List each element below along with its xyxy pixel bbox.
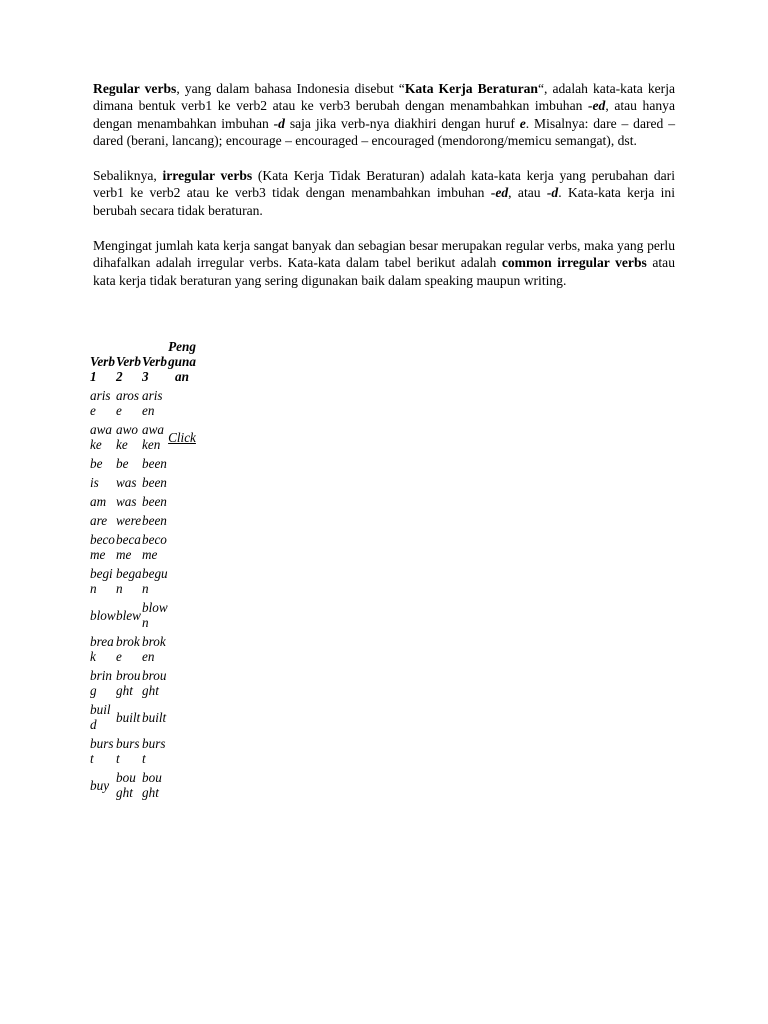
suffix-ed: -ed	[490, 185, 509, 201]
cell-penggunaan	[168, 530, 196, 564]
cell-verb2: began	[116, 566, 142, 596]
cell-verb1: burst	[90, 736, 114, 766]
cell-verb1: build	[90, 702, 111, 732]
cell-penggunaan	[168, 473, 196, 492]
letter-e: e	[519, 115, 526, 131]
cell-verb3: been	[142, 456, 167, 471]
document-page	[93, 80, 675, 307]
cell-verb1: break	[90, 634, 114, 664]
cell-penggunaan	[168, 666, 196, 700]
paragraph-irregular-verbs	[93, 167, 675, 219]
cell-penggunaan	[168, 420, 196, 454]
cell-verb1: arise	[90, 388, 111, 418]
cell-verb3: arisen	[142, 388, 163, 418]
irregular-verbs-table	[90, 339, 196, 802]
cell-verb2: awoke	[116, 422, 138, 452]
cell-verb1: awake	[90, 422, 112, 452]
suffix-d: -d	[546, 185, 559, 201]
cell-verb2: burst	[116, 736, 140, 766]
text-span: . Misalnya: dare – dared – dared (berani, lancang); encourage – encouraged – encouraged (mendorong/memicu semangat), dst.	[93, 115, 675, 148]
cell-penggunaan	[168, 511, 196, 530]
cell-verb1: am	[90, 494, 107, 509]
term-kata-kerja-beraturan: Kata Kerja Beraturan	[404, 81, 538, 96]
cell-verb3: been	[142, 513, 167, 528]
text-span: Sebaliknya,	[93, 168, 163, 184]
cell-verb2: broke	[116, 634, 140, 664]
text-span: , atau hanya dengan menambahkan imbuhan	[93, 98, 675, 131]
table-body	[90, 386, 196, 802]
table-row	[90, 511, 196, 530]
cell-verb1: is	[90, 475, 99, 490]
cell-verb1: become	[90, 532, 115, 562]
cell-verb1: begin	[90, 566, 113, 596]
text-span: “, adalah kata-kata kerja dimana bentuk verb1 ke verb2 atau ke verb3 berubah dengan menambahkan imbuhan	[93, 81, 676, 114]
suffix-ed: -ed	[587, 98, 606, 114]
cell-verb1: blow	[90, 607, 116, 623]
cell-verb3: built	[142, 709, 167, 725]
cell-verb3: broken	[142, 634, 166, 664]
cell-verb3: burst	[142, 736, 166, 766]
cell-verb2: arose	[116, 388, 139, 418]
table-row	[90, 473, 196, 492]
term-regular-verbs: Regular verbs	[93, 81, 177, 96]
cell-verb3: been	[142, 494, 167, 509]
table-row	[90, 632, 196, 666]
click-link[interactable]: Click	[168, 429, 196, 445]
text-span: Mengingat jumlah kata kerja sangat banyak dan sebagian besar merupakan regular verbs, maka yang perlu dihafalkan adalah irregular verbs. Kata-kata dalam tabel berikut adalah	[93, 238, 675, 271]
cell-verb1: are	[90, 513, 108, 528]
term-common-irregular-verbs: common irregular verbs	[501, 255, 647, 271]
suffix-d: -d	[273, 115, 285, 131]
text-span: , atau	[508, 185, 547, 201]
cell-verb2: brought	[116, 668, 141, 698]
cell-verb3: bought	[142, 770, 162, 800]
cell-verb2: bought	[116, 770, 136, 800]
cell-penggunaan	[168, 734, 196, 768]
text-span: atau kata kerja tidak beraturan yang sering digunakan baik dalam speaking maupun writing.	[93, 255, 675, 288]
cell-verb2: became	[116, 532, 141, 562]
cell-verb2: was	[116, 475, 137, 490]
table-row	[90, 386, 196, 420]
cell-verb2: blew	[116, 607, 141, 623]
table-row	[90, 598, 196, 632]
cell-verb1: bring	[90, 668, 112, 698]
cell-verb2: were	[116, 513, 142, 528]
cell-verb3: awaken	[142, 422, 164, 452]
header-verb2: Verb2	[116, 354, 141, 384]
table-row	[90, 700, 196, 734]
table-row	[90, 492, 196, 511]
cell-verb3: blown	[142, 600, 168, 630]
cell-verb3: become	[142, 532, 167, 562]
table-row	[90, 734, 196, 768]
table-row	[90, 768, 196, 802]
cell-penggunaan	[168, 564, 196, 598]
cell-penggunaan	[168, 492, 196, 511]
cell-verb1: buy	[90, 777, 110, 793]
header-verb1: Verb1	[90, 354, 115, 384]
cell-verb1: be	[90, 456, 103, 471]
cell-verb2: be	[116, 456, 129, 471]
cell-penggunaan	[168, 386, 196, 420]
cell-penggunaan	[168, 632, 196, 666]
cell-verb3: been	[142, 475, 167, 490]
term-irregular-verbs: irregular verbs	[162, 168, 253, 184]
table-row	[90, 564, 196, 598]
cell-penggunaan	[168, 598, 196, 632]
cell-verb2: built	[116, 709, 141, 725]
table-row	[90, 454, 196, 473]
text-span: . Kata-kata kerja ini berubah secara tidak beraturan.	[93, 185, 675, 218]
text-span: , yang dalam bahasa Indonesia disebut “	[176, 81, 405, 96]
table-row	[90, 530, 196, 564]
text-span: saja jika verb-nya diakhiri dengan huruf	[284, 115, 520, 131]
table-row	[90, 666, 196, 700]
cell-verb3: begun	[142, 566, 168, 596]
table-row	[90, 420, 196, 454]
paragraph-common-irregular	[93, 237, 675, 289]
paragraph-regular-verbs	[93, 80, 675, 149]
header-penggunaan: Penggunaan	[168, 339, 196, 384]
table-header-row	[90, 339, 196, 386]
cell-penggunaan	[168, 454, 196, 473]
cell-verb3: brought	[142, 668, 167, 698]
cell-penggunaan	[168, 700, 196, 734]
cell-penggunaan	[168, 768, 196, 802]
cell-verb2: was	[116, 494, 137, 509]
header-verb3: Verb3	[142, 354, 167, 384]
text-span: (Kata Kerja Tidak Beraturan) adalah kata-kata kerja yang perubahan dari verb1 ke verb2 atau ke verb3 tidak dengan menambahkan imbuhan	[93, 168, 675, 201]
